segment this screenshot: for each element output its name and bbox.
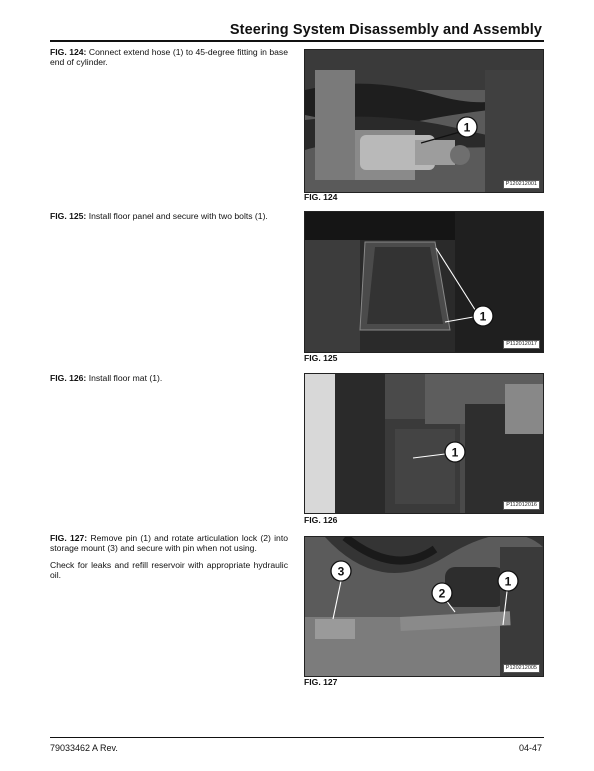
figure-125-illustration (305, 212, 543, 352)
figure-127-caption: FIG. 127 (304, 677, 338, 687)
figure-124-caption: FIG. 124 (304, 192, 338, 202)
figure-125-photo-id: P112012017 (503, 340, 540, 349)
step-126-text (50, 373, 288, 389)
figure-124-photo-id: P120212001 (503, 180, 540, 189)
figure-127-illustration (305, 537, 543, 676)
step-127-instruction: Remove pin (1) and rotate articulation lock (2) into storage mount (3) and secure with pin when not using. (50, 533, 288, 554)
document-number: 79033462 A Rev. (50, 743, 118, 753)
figure-127-callout-1: 1 (504, 574, 512, 589)
figure-125-caption: FIG. 125 (304, 353, 338, 363)
figure-126-photo-id: P112012016 (503, 501, 540, 510)
step-125-instruction: Install floor panel and secure with two bolts (1). (88, 211, 268, 221)
figure-125-callout-1: 1 (479, 309, 487, 324)
figure-124-callout-1: 1 (463, 120, 471, 135)
step-124-text (50, 47, 288, 74)
figure-126-photo (304, 373, 544, 514)
step-124-fig-label: FIG. 124: (50, 47, 87, 57)
figure-124-illustration (305, 50, 543, 192)
step-125-fig-label: FIG. 125: (50, 211, 87, 221)
figure-127-callout-2: 2 (438, 586, 446, 601)
page-title: Steering System Disassembly and Assembly (229, 22, 542, 38)
step-127-note: Check for leaks and refill reservoir with appropriate hydraulic oil. (50, 559, 288, 581)
figure-125-photo (304, 211, 544, 353)
page-number: 04-47 (518, 743, 542, 753)
step-126-fig-label: FIG. 126: (50, 373, 87, 383)
figure-126-illustration (305, 374, 543, 513)
figure-127-photo (304, 536, 544, 677)
figure-126-callout-1: 1 (451, 445, 459, 460)
step-127-text (50, 533, 288, 587)
step-126-instruction: Install floor mat (1). (88, 373, 163, 383)
figure-127-callout-3: 3 (337, 564, 345, 579)
step-127-fig-label: FIG. 127: (50, 533, 88, 543)
step-125-text (50, 211, 288, 227)
header-divider (50, 40, 544, 42)
figure-127-photo-id: P120212005 (503, 664, 540, 673)
figure-126-caption: FIG. 126 (304, 515, 338, 525)
figure-124-photo (304, 49, 544, 193)
step-124-instruction: Connect extend hose (1) to 45-degree fitting in base end of cylinder. (50, 47, 289, 68)
footer-divider (50, 737, 544, 738)
